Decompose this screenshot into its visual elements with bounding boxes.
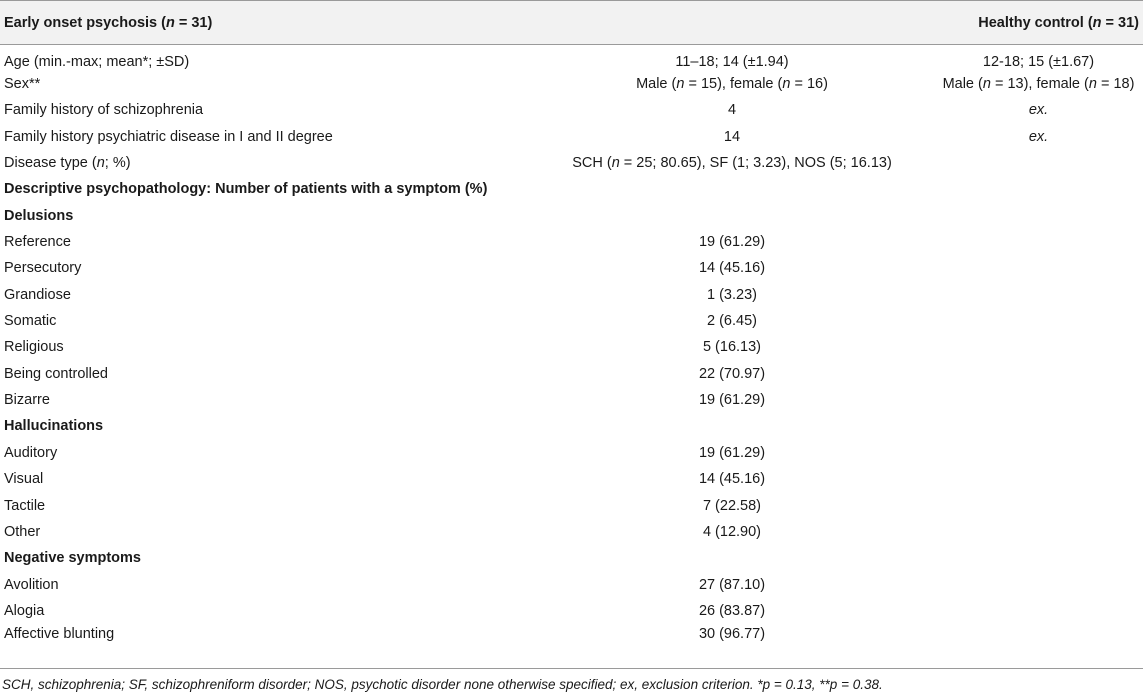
- section-title: Negative symptoms: [4, 550, 141, 567]
- row-label: Age (min.-max; mean*; ±SD): [4, 53, 190, 70]
- eop-value: 4: [727, 102, 737, 119]
- empty-cell: [934, 571, 1143, 597]
- symptom-count: 4 (12.90): [702, 523, 762, 540]
- symptom-count: 14 (45.16): [698, 260, 766, 277]
- symptom-row: [0, 440, 1143, 466]
- symptom-label: Affective blunting: [4, 626, 115, 643]
- symptom-row: [0, 282, 1143, 308]
- empty-cell: [934, 255, 1143, 281]
- symptom-label: Somatic: [4, 313, 57, 330]
- empty-cell: [934, 334, 1143, 360]
- empty-cell: [934, 624, 1143, 650]
- empty-cell: [934, 598, 1143, 624]
- header-early-onset: Early onset psychosis (n = 31): [0, 1, 530, 45]
- empty-cell: [934, 361, 1143, 387]
- row-label: Family history psychiatric disease in I and II degree: [4, 128, 333, 145]
- symptom-label: Other: [4, 523, 41, 540]
- symptom-label: Alogia: [4, 602, 45, 619]
- symptom-count: 27 (87.10): [698, 576, 766, 593]
- row-label: Sex**: [4, 76, 41, 93]
- empty-cell: [934, 492, 1143, 518]
- section-header-row: [0, 203, 1143, 229]
- table-footnote: SCH, schizophrenia; SF, schizophreniform disorder; NOS, psychotic disorder none otherwise specified; ex, exclusion criterion. *p = 0.13, **p = 0.38.: [2, 677, 883, 692]
- symptom-row: [0, 361, 1143, 387]
- eop-value: SCH (n = 25; 80.65), SF (1; 3.23), NOS (5; 16.13): [572, 155, 892, 172]
- symptom-label: Avolition: [4, 576, 59, 593]
- symptom-row: [0, 519, 1143, 545]
- symptom-count: 19 (61.29): [698, 444, 766, 461]
- empty-cell: [934, 229, 1143, 255]
- section-title: Hallucinations: [4, 418, 104, 435]
- symptom-label: Grandiose: [4, 286, 71, 303]
- symptom-row: [0, 492, 1143, 518]
- section-title: Delusions: [4, 207, 74, 224]
- symptom-label: Reference: [4, 234, 71, 251]
- eop-value: Male (n = 15), female (n = 16): [636, 76, 828, 93]
- symptom-count: 14 (45.16): [698, 471, 766, 488]
- section-header-row: [0, 545, 1143, 571]
- hc-value: ex.: [1028, 102, 1049, 119]
- symptom-label: Tactile: [4, 497, 46, 514]
- hc-value: ex.: [1028, 128, 1049, 145]
- row-label: Disease type (n; %): [4, 155, 131, 172]
- header-healthy-control: Healthy control (n = 31): [934, 1, 1143, 45]
- symptom-label: Persecutory: [4, 260, 82, 277]
- symptom-count: 30 (96.77): [698, 626, 766, 643]
- symptom-label: Auditory: [4, 444, 58, 461]
- empty-cell: [934, 519, 1143, 545]
- table-row: [0, 45, 1143, 71]
- empty-cell: [934, 282, 1143, 308]
- hc-value: [934, 150, 1143, 176]
- symptom-count: 22 (70.97): [698, 365, 766, 382]
- table-header-row: [0, 1, 1143, 45]
- symptom-count: 19 (61.29): [698, 392, 766, 409]
- table-row: [0, 124, 1143, 150]
- psychopathology-title-row: [0, 176, 1143, 202]
- header-spacer: [530, 1, 934, 45]
- symptom-count: 7 (22.58): [702, 497, 762, 514]
- table-bottom-rule: [0, 668, 1143, 669]
- symptom-count: 5 (16.13): [702, 339, 762, 356]
- symptom-row: [0, 571, 1143, 597]
- symptom-label: Visual: [4, 471, 44, 488]
- hc-value: Male (n = 13), female (n = 18): [942, 76, 1135, 93]
- symptom-row: [0, 598, 1143, 624]
- symptom-row: [0, 466, 1143, 492]
- symptom-label: Being controlled: [4, 365, 108, 382]
- table-row: [0, 71, 1143, 97]
- symptom-label: Bizarre: [4, 392, 50, 409]
- empty-cell: [934, 387, 1143, 413]
- symptom-row: [0, 387, 1143, 413]
- symptom-count: 19 (61.29): [698, 234, 766, 251]
- section-header-row: [0, 413, 1143, 439]
- symptom-row: [0, 255, 1143, 281]
- empty-cell: [934, 308, 1143, 334]
- symptom-count: 26 (83.87): [698, 602, 766, 619]
- table-row: [0, 150, 1143, 176]
- table-row: [0, 97, 1143, 123]
- table-body: [0, 45, 1143, 651]
- row-label: Family history of schizophrenia: [4, 102, 204, 119]
- hc-value: 12-18; 15 (±1.67): [982, 53, 1095, 70]
- symptom-row: [0, 334, 1143, 360]
- psychopathology-title: Descriptive psychopathology: Number of patients with a symptom (%): [4, 181, 488, 198]
- eop-value: 14: [723, 128, 741, 145]
- empty-cell: [934, 440, 1143, 466]
- eop-value: 11–18; 14 (±1.94): [675, 53, 789, 70]
- symptom-row: [0, 229, 1143, 255]
- symptom-count: 1 (3.23): [707, 286, 757, 303]
- empty-cell: [934, 466, 1143, 492]
- symptom-count: 2 (6.45): [707, 313, 757, 330]
- symptom-row: [0, 624, 1143, 650]
- symptom-label: Religious: [4, 339, 64, 356]
- symptom-row: [0, 308, 1143, 334]
